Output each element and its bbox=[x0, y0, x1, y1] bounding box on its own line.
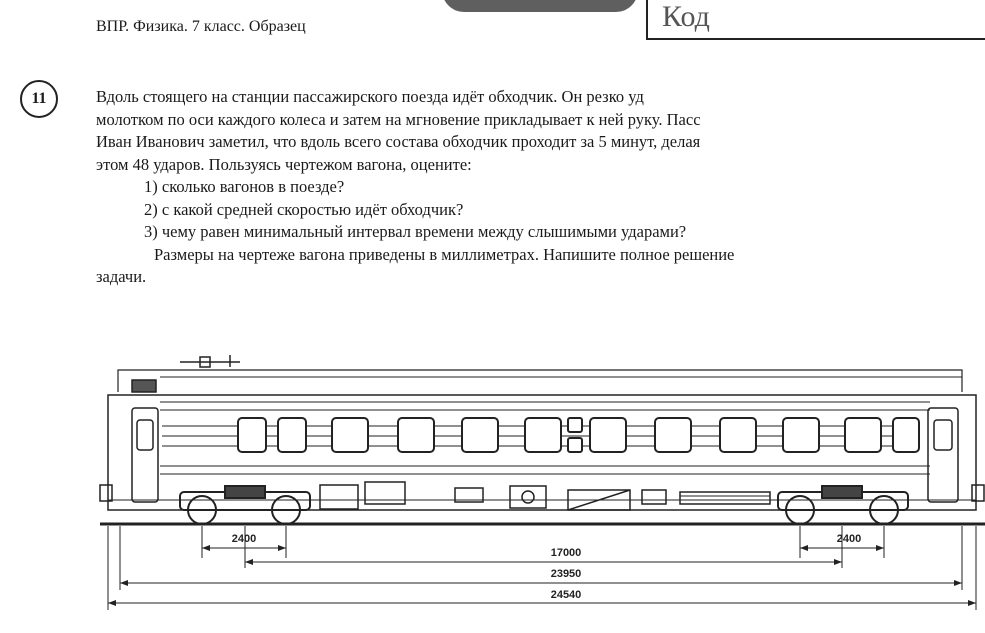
window bbox=[783, 418, 819, 452]
task-text bbox=[96, 86, 985, 289]
window bbox=[238, 418, 266, 452]
dim-label-body-length: 23950 bbox=[550, 568, 582, 580]
bogie-right bbox=[778, 486, 908, 524]
window bbox=[590, 418, 626, 452]
code-label: Код bbox=[662, 0, 710, 33]
windows bbox=[238, 418, 919, 452]
door-right bbox=[928, 408, 958, 502]
window bbox=[568, 418, 582, 432]
window bbox=[655, 418, 691, 452]
window bbox=[398, 418, 434, 452]
task-number: 11 bbox=[31, 90, 47, 107]
note-line: Размеры на чертеже вагона приведены в миллиметрах. Напишите полное решение bbox=[154, 244, 735, 264]
page-title: ВПР. Физика. 7 класс. Образец bbox=[96, 18, 306, 35]
window bbox=[568, 438, 582, 452]
question-1: 1) сколько вагонов в поезде? bbox=[144, 177, 345, 196]
railcar-drawing bbox=[0, 340, 985, 633]
door-window-left bbox=[137, 420, 153, 450]
equipment-box bbox=[642, 490, 666, 504]
task-number-badge bbox=[20, 80, 58, 118]
equipment-gauge-icon bbox=[522, 491, 534, 503]
roof-outline bbox=[118, 370, 962, 392]
window bbox=[278, 418, 306, 452]
equipment-box bbox=[365, 482, 405, 504]
task-line: Иван Иванович заметил, что вдоль всего состава обходчик проходит за 5 минут, делая bbox=[96, 132, 701, 151]
equipment-box bbox=[680, 492, 770, 504]
equipment-box bbox=[320, 485, 358, 509]
question-3: 3) чему равен минимальный интервал времени между слышимыми ударами? bbox=[144, 222, 687, 241]
top-tab bbox=[442, 0, 638, 12]
roof-vent bbox=[132, 380, 156, 392]
window bbox=[720, 418, 756, 452]
dim-label-bogie-left: 2400 bbox=[231, 533, 257, 545]
window bbox=[462, 418, 498, 452]
window bbox=[845, 418, 881, 452]
window bbox=[893, 418, 919, 452]
equipment-box bbox=[510, 486, 546, 508]
dim-label-total-length: 24540 bbox=[550, 589, 582, 601]
question-2: 2) с какой средней скоростью идёт обходчик? bbox=[144, 199, 464, 219]
door-left bbox=[132, 408, 158, 502]
dim-label-bogie-right: 2400 bbox=[836, 533, 862, 545]
window bbox=[332, 418, 368, 452]
window bbox=[525, 418, 561, 452]
task-line: этом 48 ударов. Пользуясь чертежом вагона, оцените: bbox=[96, 154, 472, 174]
door-window-right bbox=[934, 420, 952, 450]
roof-fitting-icon bbox=[180, 355, 240, 367]
note-line: задачи. bbox=[96, 267, 147, 286]
dim-label-bogie-centers: 17000 bbox=[550, 547, 582, 559]
task-line: Вдоль стоящего на станции пассажирского поезда идёт обходчик. Он резко уд bbox=[96, 87, 644, 106]
buffer-left bbox=[100, 485, 112, 501]
task-line: молотком по оси каждого колеса и затем на мгновение прикладывает к ней руку. Пасс bbox=[96, 109, 701, 129]
bogie-left bbox=[180, 486, 310, 524]
buffer-right bbox=[972, 485, 984, 501]
